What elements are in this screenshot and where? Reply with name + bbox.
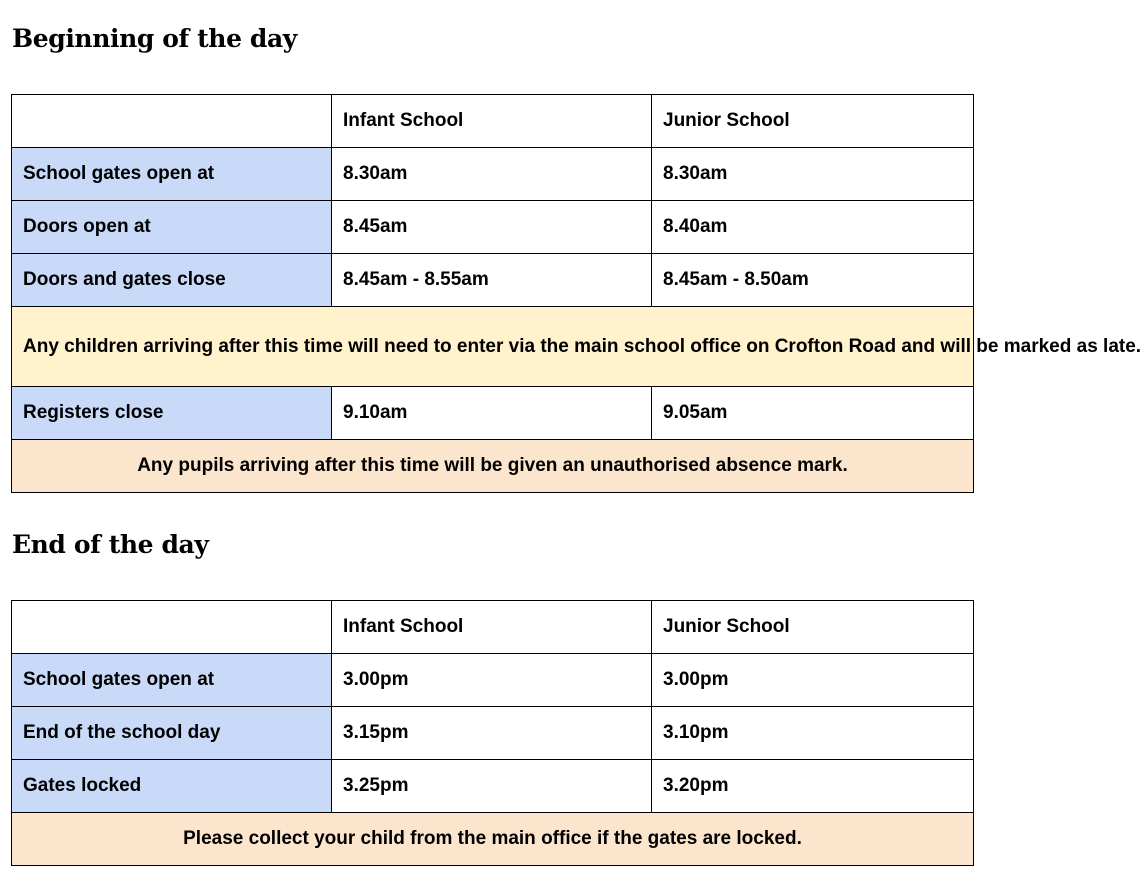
- table-row: [12, 254, 974, 307]
- row-label: End of the school day: [12, 707, 332, 760]
- infant-time: 3.25pm: [332, 760, 652, 813]
- absence-note: Any pupils arriving after this time will be given an unauthorised absence mark.: [12, 440, 974, 493]
- late-note: Any children arriving after this time will need to enter via the main school office on Crofton Road and will be marked as late.: [12, 307, 974, 387]
- table-row: [12, 148, 974, 201]
- junior-time: 3.20pm: [652, 760, 974, 813]
- beginning-of-day-table: [11, 94, 1141, 493]
- table-header-row: [12, 601, 974, 654]
- beginning-of-day-heading: Beginning of the day: [12, 24, 297, 53]
- junior-time: 8.40am: [652, 201, 974, 254]
- infant-time: 8.45am: [332, 201, 652, 254]
- row-label: School gates open at: [12, 148, 332, 201]
- infant-time: 3.15pm: [332, 707, 652, 760]
- row-label: Gates locked: [12, 760, 332, 813]
- header-cell-infant: Infant School: [332, 95, 652, 148]
- table-row: [12, 707, 974, 760]
- header-cell-infant: Infant School: [332, 601, 652, 654]
- table-row: [12, 387, 974, 440]
- collect-note: Please collect your child from the main office if the gates are locked.: [12, 813, 974, 866]
- infant-time: 9.10am: [332, 387, 652, 440]
- late-note-row: [12, 307, 974, 387]
- row-label: Registers close: [12, 387, 332, 440]
- table-header-row: [12, 95, 974, 148]
- header-cell-empty: [12, 601, 332, 654]
- junior-time: 9.05am: [652, 387, 974, 440]
- header-cell-empty: [12, 95, 332, 148]
- row-label: Doors open at: [12, 201, 332, 254]
- collect-note-row: [12, 813, 974, 866]
- header-cell-junior: Junior School: [652, 95, 974, 148]
- row-label: Doors and gates close: [12, 254, 332, 307]
- header-cell-junior: Junior School: [652, 601, 974, 654]
- junior-time: 3.00pm: [652, 654, 974, 707]
- infant-time: 3.00pm: [332, 654, 652, 707]
- junior-time: 8.45am - 8.50am: [652, 254, 974, 307]
- end-of-day-table: [11, 600, 974, 866]
- junior-time: 8.30am: [652, 148, 974, 201]
- junior-time: 3.10pm: [652, 707, 974, 760]
- infant-time: 8.30am: [332, 148, 652, 201]
- table-row: [12, 654, 974, 707]
- absence-note-row: [12, 440, 974, 493]
- table-row: [12, 760, 974, 813]
- table-row: [12, 201, 974, 254]
- infant-time: 8.45am - 8.55am: [332, 254, 652, 307]
- end-of-day-heading: End of the day: [12, 530, 209, 559]
- row-label: School gates open at: [12, 654, 332, 707]
